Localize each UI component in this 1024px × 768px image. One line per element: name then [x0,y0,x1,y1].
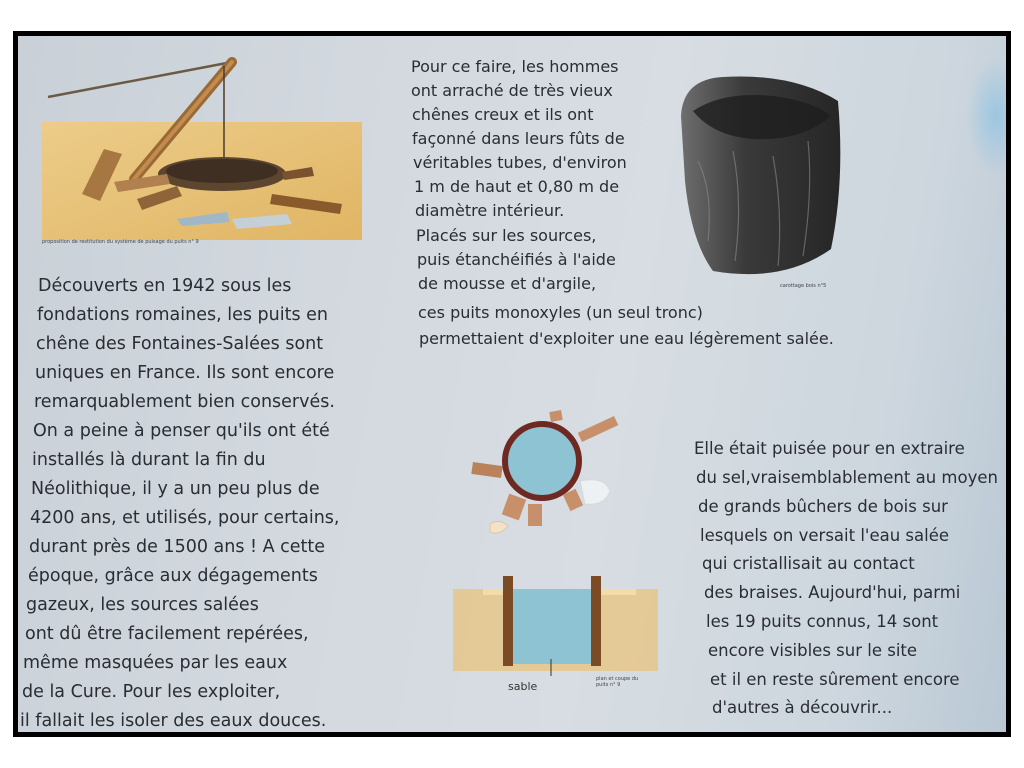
middle-line-8: Placés sur les sources, [416,226,597,245]
left-line-14: même masquées par les eaux [23,653,288,673]
left-line-11: époque, grâce aux dégagements [28,566,318,586]
left-line-13: ont dû être facilement repérées, [25,624,309,644]
left-line-8: Néolithique, il y a un peu plus de [31,479,320,499]
well-section-diagram [443,571,668,681]
left-line-3: chêne des Fontaines-Salées sont [36,334,324,354]
left-line-10: durant près de 1500 ans ! A cette [29,537,326,557]
sable-label: sable [508,680,538,693]
right-line-9: et il en reste sûrement encore [710,670,960,689]
left-line-15: de la Cure. Pour les exploiter, [22,682,281,702]
left-line-6: On a peine à penser qu'ils ont été [33,421,330,441]
right-line-3: de grands bûchers de bois sur [698,497,948,516]
right-line-1: Elle était puisée pour en extraire [694,439,965,458]
right-line-7: les 19 puits connus, 14 sont [706,612,939,631]
hollow-trunk-photo [673,71,848,286]
middle-line-7: diamètre intérieur. [415,201,565,220]
trunk-caption: carottage bois n°5 [780,283,827,289]
left-line-9: 4200 ans, et utilisés, pour certains, [30,508,340,528]
right-line-5: qui cristallisait au contact [702,554,915,573]
middle-line-6: 1 m de haut et 0,80 m de [414,177,620,196]
well-sweep-illustration [42,54,392,249]
middle-line-12: permettaient d'exploiter une eau légèrement salée. [419,329,834,348]
well-plan-diagram [470,406,630,546]
right-line-4: lesquels on versait l'eau salée [700,526,950,545]
light-glare [966,56,1006,176]
middle-line-3: chênes creux et ils ont [412,105,594,124]
information-panel [18,36,1006,732]
illustration-caption: proposition de restitution du système de puisage du puits n° 9 [42,239,199,245]
left-line-7: installés là durant la fin du [32,450,266,470]
middle-line-11: ces puits monoxyles (un seul tronc) [418,303,703,322]
middle-line-2: ont arraché de très vieux [411,81,613,100]
left-line-12: gazeux, les sources salées [26,595,259,615]
right-line-8: encore visibles sur le site [708,641,918,660]
left-line-5: remarquablement bien conservés. [34,392,335,412]
middle-line-10: de mousse et d'argile, [418,274,597,293]
right-line-6: des braises. Aujourd'hui, parmi [704,583,961,602]
left-line-2: fondations romaines, les puits en [37,305,329,325]
plan-caption: plan et coupe du puits n° 9 [596,676,639,688]
left-line-4: uniques en France. Ils sont encore [35,363,335,383]
left-line-1: Découverts en 1942 sous les [38,276,292,296]
middle-line-9: puis étanchéifiés à l'aide [417,250,616,269]
right-line-10: d'autres à découvrir... [712,698,893,717]
middle-line-5: véritables tubes, d'environ [413,153,627,172]
middle-line-4: façonné dans leurs fûts de [412,129,625,148]
left-line-16: il fallait les isoler des eaux douces. [20,711,327,731]
right-line-2: du sel,vraisemblablement au moyen [696,468,998,487]
middle-line-1: Pour ce faire, les hommes [411,57,619,76]
